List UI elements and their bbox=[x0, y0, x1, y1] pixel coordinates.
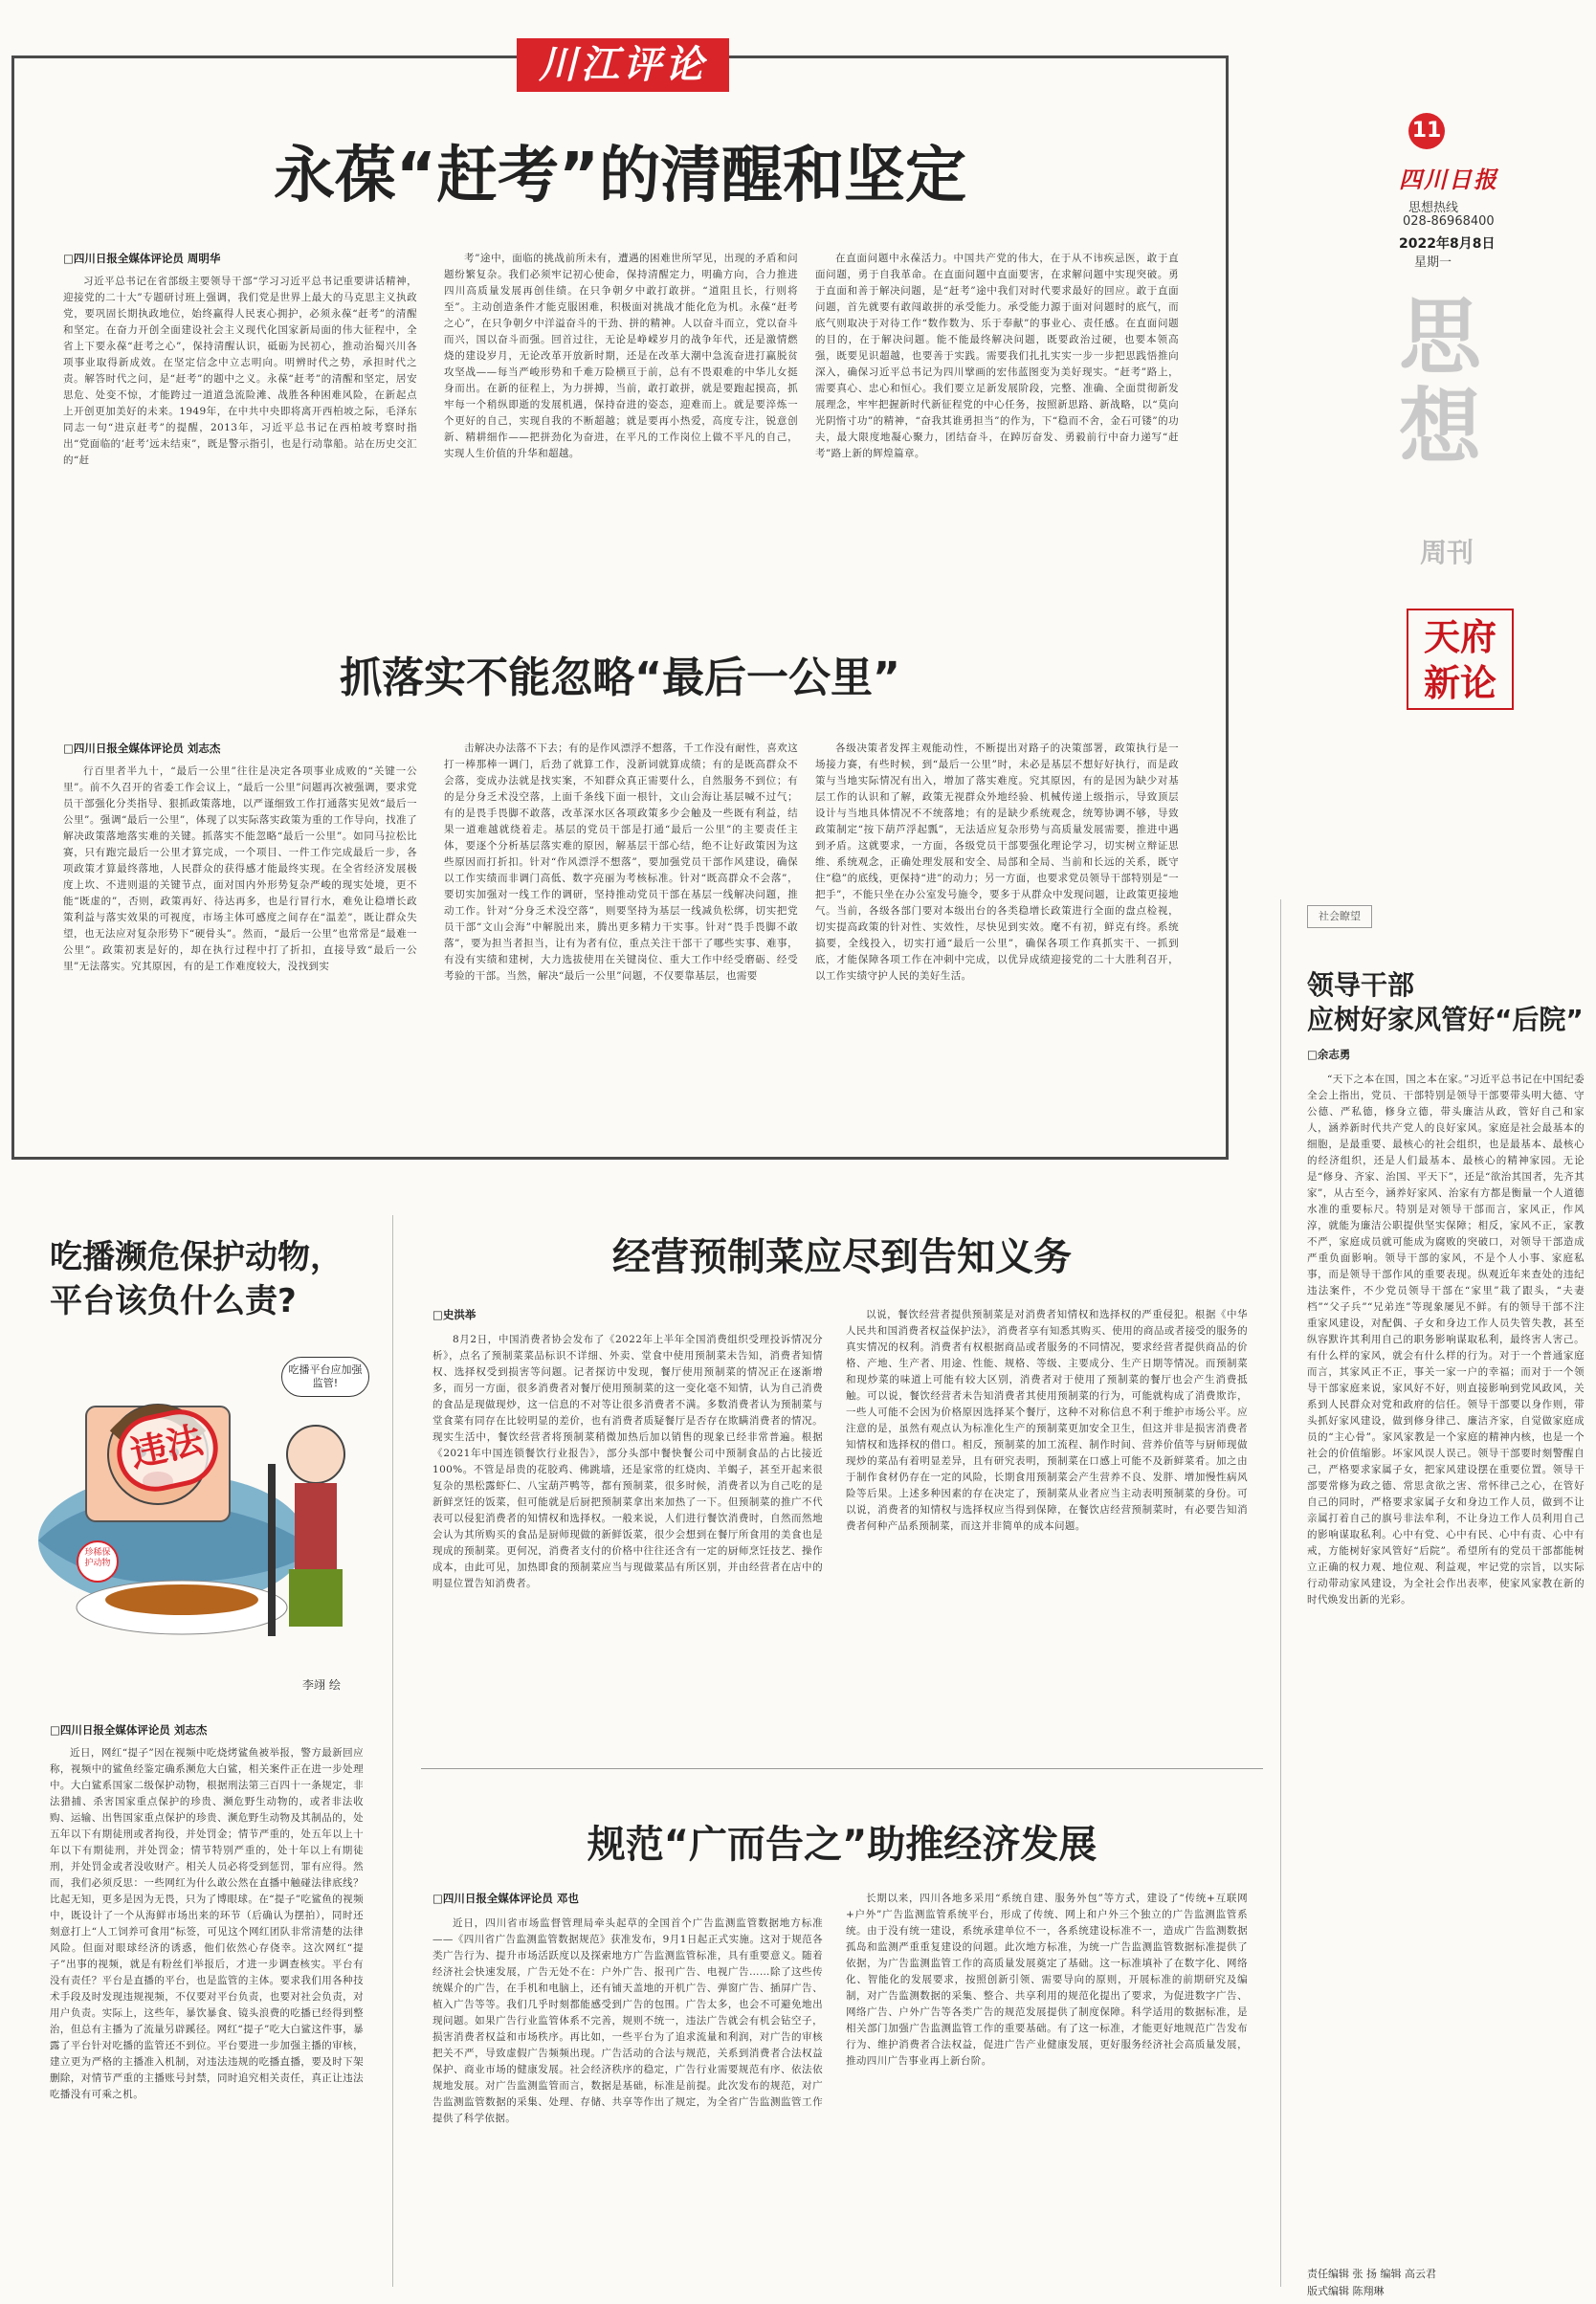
wildlife-title-line-2: 平台该负什么责? bbox=[50, 1282, 297, 1320]
sidebar-tag: 社会瞭望 bbox=[1307, 905, 1372, 928]
ads-byline: □四川日报全媒体评论员 邓也 bbox=[432, 1892, 579, 1905]
second-column-1: 行百里者半九十，“最后一公里”往往是决定各项事业成败的“关键一公里”。前不久召开的省委工作会议上，“最后一公里”问题再次被强调，要求党员干部强化分类指导、狠抓政策落地，以严谨细致工作打通落实见效“最后一公里”。强调“最后一公里”，体现了以实际落实政策为重的工作导向，找准了解决政策落地落实难的关键。抓落实不能忽略“最后一公里”。如同马拉松比赛，只有跑完最后一公里才算完成，一个项目、一件工作完成最后一步，各项政策才算最终落地，人民群众的获得感才能最终实现。在全省经济发展极度上坎、不进则退的关键节点，面对国内外形势复杂严峻的现实处境，更不能“既虚的”，否则，政策再好、待达再多，也是行冒行水，难免让稳增长政策利益与落实效果的可视度，市场主体可感度之间存在“温差”，既让群众失望，也无法应对复杂形势下“硬骨头”。然而，“最后一公里”也常常是“最难一公里”。政策初衷是好的，却在执行过程中打了折扣，直接导致“最后一公里”无法落实。究其原因，有的是工作难度较大，没找到实 bbox=[63, 765, 417, 972]
prepared-title: 经营预制菜应尽到告知义务 bbox=[612, 1235, 1072, 1279]
sidebar-byline: □余志勇 bbox=[1307, 1048, 1351, 1061]
lead-column-2: 考”途中，面临的挑战前所未有，遭遇的困难世所罕见，出现的矛盾和问题纷繁复杂。我们必须牢记初心使命，保持清醒定力，明确方向，合力推进四川高质量发展再创佳绩。在只争朝夕中敢打敢拼。“道阻且长，行则将至”。主动创造条件才能克服困难，积极面对挑战才能化危为机。永葆“赶考之心”，在只争朝夕中洋溢奋斗的干劲、拼的精神。人以奋斗而立，党以奋斗而兴，国以奋斗而强。回首过往，无论是峥嵘岁月的战争年代，还是激情燃烧的建设岁月，无论改革开放新时期，还是在改革大潮中急流奋进打赢脱贫攻坚战——每当严峻形势和千难万险横亘于前，总有不畏艰难的中华儿女挺身而出。在新的征程上，为力拼搏，当前，敢打敢拼，就是要跑起摸高，抓牢每一个稍纵即逝的发展机遇，保持奋进的姿态，迎难而上。就是要淬炼一个更好的自己，实现自我的不断超越；就是要再小热爱，高度专注，锐意创新、精耕细作——把拼劲化为奋进，在平凡的工作岗位上做不平凡的自己，实现人生价值的升华和超越。 bbox=[444, 253, 798, 459]
prepared-column-1: 8月2日，中国消费者协会发布了《2022年上半年全国消费组织受理投诉情况分析》，点名了预制菜菜品标识不详细、外卖、堂食中使用预制菜未告知，消费者知情权、选择权受到损害等问题。记者探访中发现，餐厅使用预制菜的情况正在逐渐增多，而另一方面，很多消费者对餐厅使用预制菜的这一变化毫不知情，认为自己消费的食品是现做现炒，这一信息的不对等让很多消费者不满。多数消费者认为预制菜与堂食菜有同存在比较明显的差价，也有消费者质疑餐厅是否存在欺瞒消费者的情况。现实生活中，餐饮经营者将预制菜稍微加热后加以销售的现象已经非常普遍。根据《2021年中国连锁餐饮行业报告》，部分头部中餐快餐公司中预制食品的占比接近100%。不管是昂贵的花胶鸡、佛跳墙，还是家常的红烧肉、羊蝎子，甚至开起来很复杂的黑松露虾仁、八宝葫芦鸭等，都有预制菜，很多时候，消费者以为自己吃的是新鲜烹饪的饭菜，但可能就是后厨把预制菜拿出来加热了一下。但预制菜的推广不代表可以侵犯消费者的知情权和选择权。一般来说，人们进行餐饮消费时，自然而然地会认为其所购买的食品是厨师现做的新鲜饭菜，很少会想到在餐厅所食用的美食也是现成的预制菜。更何况，消费者支付的价格中往往还含有一定的厨师烹饪技艺、操作成本，由此可见，加热即食的预制菜应当与现做菜品有所区别，并由经营者在店中的明显位置告知消费者。 bbox=[432, 1334, 823, 1589]
issue-weekday: 星期一 bbox=[1414, 255, 1452, 270]
second-column-3: 各级决策者发挥主观能动性，不断提出对路子的决策部署，政策执行是一场接力赛，有些时候，到“最后一公里”时，未必是基层不想好好执行，而是政策与当地实际情况有出入，增加了落实难度。究其原因，有的是因为缺少对基层工作的认识和了解，政策无视群众外地经验、机械传递上级指示，导致顶层设计与当地具体情况不不统落地；有的是缺少系统观念，统筹协调不够，导致政策制定“按下葫芦浮起瓢”，无法适应复杂形势与高质量发展需要，推进中遇到矛盾。这就要求，一方面，各级党员干部要强化理论学习，切实树立辩证思维、系统观念，正确处理发展和安全、局部和全局、当前和长远的关系，既守住“稳”的底线，更保持“进”的动力；另一方面，也要求党员领导干部特别是“一把手”，不能只坐在办公室发号施令，要多于从群众中发现问题，让政策更接地气。当前，各级各部门要对本级出台的各类稳增长政策进行全面的盘点检视，切实提高政策的针对性、实效性，尽快见到实效。麾不有初，鲜克有终。系统搞要，全线投入，切实打通“最后一公里”，确保各项工作真抓实干、一抓到底，才能保障各项工作在冲刺中完成，以优异成绩迎接党的二十大胜利召开，以工作实绩守护人民的美好生活。 bbox=[815, 742, 1179, 982]
ads-title: 规范“广而告之”助推经济发展 bbox=[587, 1823, 1097, 1867]
column-divider bbox=[392, 1215, 393, 2287]
ads-column-1: 近日，四川省市场监督管理局牵头起草的全国首个广告监测监管数据地方标准——《四川省广告监测监管数据规范》获准发布，9月1日起正式实施。这对于规范各类广告行为、提升市场活跃度以及探索地方广告监测监管标准，具有重要意义。随着经济社会快速发展，广告无处不在：户外广告、报刊广告、电视广告……除了这些传统媒介的广告，在手机和电脑上，还有铺天盖地的开机广告、弹窗广告、插屏广告、植入广告等等。我们几乎时刻都能感受到广告的包围。广告太多，也会不可避免地出现问题。如果广告行业监管体系不完善，规则不统一，违法广告就会有机会钻空子，损害消费者权益和市场秩序。再比如，一些平台为了追求流量和利润，对广告的审核把关不严，导致虚假广告频频出现。广告活动的合法与规范，关系到消费者合法权益保护、商业市场的健康发展。社会经济秩序的稳定，广告行业需要规范有序、依法依规地发展。对广告监测监管而言，数据是基础，标准是前提。此次发布的规范，对广告监测监管数据的采集、处理、存储、共享等作出了规定，为全省广告监测监管工作提供了科学依据。 bbox=[432, 1917, 823, 2124]
lead-byline: □四川日报全媒体评论员 周明华 bbox=[63, 252, 221, 265]
second-title: 抓落实不能忽略“最后一公里” bbox=[340, 654, 900, 702]
section-char-1: 思 bbox=[1399, 290, 1481, 386]
cartoon-speech-bubble: 吃播平台应加强监管! bbox=[281, 1357, 369, 1397]
hotline-label: 思想热线 bbox=[1408, 201, 1459, 215]
cartoon-credit: 李翊 绘 bbox=[302, 1678, 341, 1692]
paper-logo: 四川日报 bbox=[1399, 166, 1498, 193]
second-byline: □四川日报全媒体评论员 刘志杰 bbox=[63, 742, 221, 755]
layout-credits: 版式编辑 陈翔琳 bbox=[1307, 2285, 1385, 2297]
ads-column-2: 长期以来，四川各地多采用“系统自建、服务外包”等方式，建设了“传统+互联网+户外”广告监测监管系统平台，形成了传统、网上和户外三个独立的广告监测监管系统。由于没有统一建设，系统承建单位不一，各系统建设标准不一，造成广告监测数据孤岛和监测严重重复建设的问题。此次地方标准，为统一广告监测监管数据标准提供了依据，为广告监测监管工作的高质量发展奠定了基础。这一标准填补了在数字化、网络化、智能化的发展要求，按照创新引领、需要导向的原则，开展标准的前期研究及编制，对广告监测数据的采集、整合、共享利用的规范化提出了要求，为促进数字广告、网络广告、户外广告等各类广告的规范发展提供了制度保障。科学适用的数据标准，是相关部门加强广告监测监管工作的重要基础。有了这一标准，才能更好地规范广告发布行为、维护消费者合法权益，促进广告产业健康发展，更好服务经济社会高质量发展，推动四川广告事业再上新台阶。 bbox=[846, 1893, 1248, 2067]
wildlife-title-line-1: 吃播濒危保护动物， bbox=[50, 1238, 343, 1276]
sidebar-title-line-1: 领导干部 bbox=[1307, 969, 1415, 1001]
sidebar-title-line-2: 应树好家风管好“后院” bbox=[1307, 1004, 1584, 1035]
section-divider bbox=[421, 1768, 1263, 1769]
cartoon-stamp: 违法 bbox=[110, 1403, 225, 1498]
wildlife-byline: □四川日报全媒体评论员 刘志杰 bbox=[50, 1723, 208, 1737]
lead-title: 永葆“赶考”的清醒和坚定 bbox=[273, 141, 967, 211]
cartoon-badge: 珍稀保护动物 bbox=[77, 1540, 119, 1583]
cartoon-illustration bbox=[29, 1349, 392, 1665]
lead-column-3: 在直面问题中永葆活力。中国共产党的伟大，在于从不讳疾忌医，敢于直面问题，勇于自我革命。在直面问题中直面要害，在求解问题中实现突破。勇于直面和善于解决问题，是“赶考”途中我们对时代要求最好的回应。敢于直面问题，首先就要有敢闯敢拼的承受能力。承受能力源于面对问题时的底气，而底气则取决于对待工作“数作数为、乐于奉献”的事业心、责任感。在直面问题的目的，在于解决问题。能不能最终解决问题，既要政治过硬，也要本领高强，既要见识超越，也要善于实践。需要我们扎扎实实一步一步把思践悟推向深入，确保习近平总书记为四川擘画的宏伟蓝图变为美好现实。“赶考”路上，需要真心、忠心和恒心。我们要立足新发展阶段，完整、准确、全面贯彻新发展理念，牢牢把握新时代新征程党的中心任务，按照新思路、新战略，以“莫向光阴惰寸功”的精神，“奋我其谁勇担当”的作为，下“稳而不舍，金石可镂”的功夫，最大限度地凝心聚力，团结奋斗，在踔厉奋发、勇毅前行中奋力递写“赶考”路上新的辉煌篇章。 bbox=[815, 253, 1179, 459]
section-char-2: 想 bbox=[1399, 380, 1481, 476]
page-number-badge: 11 bbox=[1408, 113, 1445, 149]
column-divider bbox=[1280, 899, 1281, 2287]
lead-column-1: 习近平总书记在省部级主要领导干部“学习习近平总书记重要讲话精神，迎接党的二十大”专题研讨班上强调，我们党是世界上最大的马克思主义执政党，要巩固长期执政地位，始终赢得人民衷心拥护，必须永葆“赶考”的清醒和坚定。在奋力开创全面建设社会主义现代化国家新局面的伟大征程中，全省上下要永葆“赶考之心”，保持清醒认识，砥砺为民初心，推动治蜀兴川各项事业取得新成效。在坚定信念中立志明向。明辨时代之势，承担时代之责。解答时代之问，是“赶考”的题中之义。永葆“赶考”的清醒和坚定，居安思危、处变不惊，才能跨过一道道急流险滩、战胜各种困难风险，在新起点上开创更加美好的未来。1949年，在中共中央即将离开西柏坡之际，毛泽东同志一句“进京赶考”的提醒，2013年，习近平总书记在西柏坡考察时指出“党面临的‘赶考’远未结束”，既是警示指引，也是行动靠船。站在历史交汇的“赶 bbox=[63, 276, 417, 466]
banner-label: 川江评论 bbox=[517, 38, 729, 92]
masthead bbox=[1378, 0, 1596, 957]
prepared-column-2: 以说，餐饮经营者提供预制菜是对消费者知情权和选择权的严重侵犯。根据《中华人民共和国消费者权益保护法》，消费者享有知悉其购买、使用的商品或者接受的服务的真实情况的权利。消费者有权根据商品或者服务的不同情况，要求经营者提供商品的价格、产地、生产者、用途、性能、规格、等级、主要成分、生产日期等情况。而预制菜和现炒菜的味道上可能有较大区别，消费者对于使用了预制菜的餐厅也会产生消费抵触。可以说，餐饮经营者未告知消费者其使用预制菜的行为，可能就构成了消费欺诈，一些人可能不会因为价格原因选择某个餐厅，这种不对称信息不利于维护市场公平。应注意的是，虽然有观点认为标准化生产的预制菜更加安全卫生，但这并非是损害消费者知情权和选择权的借口。相反，预制菜的加工流程、制作时间、营养价值等与厨师现做现炒的菜品有着明显差异，且有研究表明，预制菜在口感上可能不及新鲜菜肴。加之由于制作食材仍存在一定的风险，长期食用预制菜会产生营养不良、发胖、增加慢性病风险等后果。上述多种因素的存在决定了，预制菜从业者应当主动表明预制菜的身份。可以说，消费者的知情权与选择权应当得到保障，在餐饮店经营预制菜时，有必要告知消费者何种产品系预制菜，而这并非简单的成本问题。 bbox=[846, 1309, 1248, 1532]
section-subtitle: 周刊 bbox=[1420, 537, 1474, 568]
issue-date: 2022年8月8日 bbox=[1399, 236, 1496, 252]
wildlife-body: 近日，网红“提子”因在视频中吃烧烤鲨鱼被举报，警方最新回应称，视频中的鲨鱼经鉴定确系濒危大白鲨，相关案件正在进一步处理中。大白鲨系国家二级保护动物，根据刑法第三百四十一条规定，非法猎捕、杀害国家重点保护的珍贵、濒危野生动物的，或者非法收购、运输、出售国家重点保护的珍贵、濒危野生动物及其制品的，处五年以下有期徒刑或者拘役，并处罚金；情节严重的，处五年以上十年以下有期徒刑，并处罚金；情节特别严重的，处十年以上有期徒刑，并处罚金或者没收财产。相关人员必将受到惩罚，罪有应得。然而，我们必须反思：一些网红为什么敢公然在直播中触碰法律底线？比起无知，更多是因为无畏，只为了博眼球。在“提子”吃鲨鱼的视频中，既设计了一个从海鲜市场出来的环节（后确认为摆拍），同时还刻意打上“人工饲养可食用”标签，可见这个网红团队非常清楚的法律风险。但面对眼球经济的诱惑，他们依然心存侥幸。这次网红“提子”出事的视频，就是有粉丝们举报后，才进一步调查核实。平台有没有责任？平台是直播的平台，也是监管的主体。要求我们用各种技术手段及时发现违规视频，不仅要对平台负责，也要对社会负责，对用户负责。实际上，这些年，暴饮暴食、镜头浪费的吃播已经得到整治，但总有主播为了流量另辟蹊径。网红“提子”吃大白鲨这件事，暴露了平台针对吃播的监管还不到位。平台要进一步加强主播的审核，建立更为严格的主播准入机制，对违法违规的吃播直播，要及时下架删除，对情节严重的主播账号封禁，同时追究相关责任，真正让违法吃播没有可乘之机。 bbox=[50, 1747, 364, 2100]
prepared-byline: □史洪举 bbox=[432, 1308, 477, 1321]
editor-credits: 责任编辑 张 扬 编辑 高云君 bbox=[1307, 2268, 1436, 2280]
column-logo: 天府新论 bbox=[1407, 609, 1514, 710]
second-column-2: 击解决办法落不下去；有的是作风漂浮不想落，千工作没有耐性，喜欢这打一棒那棒一调门，后劲了就算工作，没新词就算成绩；有的是既高群众不会落，变成办法就是找实案，不知群众真正需要什么，自然服务不到位；有的是分身乏术没空落，上面千条线下面一根针，文山会海让基层喊不过气；有的是畏手畏脚不敢落，改革深水区各项政策多少会触及一些既有利益，结果一道难越就绕着走。基层的党员干部是打通“最后一公里”的主要责任主体，要逐个分析基层落实难的原因，解基层干部心结，绝不让好政策因为这些原因而打折扣。针对“作风漂浮不想落”，要加强党员干部作风建设，确保以工作实绩而非调门高低、数字亮丽为考核标准。针对“既高群众不会落”，要切实加强对一线工作的调研，坚持推动党员干部在基层一线解决问题，推动工作。针对“分身乏术没空落”，则要坚持为基层一线减负松绑，切实把党员干部“文山会海”中解脱出来，腾出更多精力干实事。针对“畏手畏脚不敢落”，要为担当者担当，让有为者有位，重点关注干部干了哪些实事、难事，有没有实绩和建树，大力选拔使用在关键岗位、重大工作中经受磨砺、经受考验的干部。当然，解决“最后一公里”问题，不仅要靠基层，也需要 bbox=[444, 742, 798, 982]
sidebar-body: “天下之本在国，国之本在家。”习近平总书记在中国纪委全会上指出，党员、干部特别是领导干部要带头明大德、守公德、严私德，修身立德，带头廉洁从政，管好自己和家人，涵养新时代共产党人的良好家风。家庭是社会最基本的细胞，是最重要、最核心的社会组织，也是最基本、最核心的经济组织，还是人们最基本、最核心的精神家园。无论是“修身、齐家、治国、平天下”，还是“欲治其国者，先齐其家”，从古至今，涵养好家风、治家有方都是衡量一个人道德水准的重要标尺。特别是对领导干部而言，家风正，作风淳，就能为廉洁公职提供坚实保障；相反，家风不正，家教不严，家庭成员就可能成为腐败的突破口，对领导干部造成严重负面影响。领导干部的家风，不是个人小事、家庭私事，而是领导干部作风的重要表现。纵观近年来查处的违纪违法案件，不少党员领导干部在“家里”栽了跟头，“夫妻档”“父子兵”“兄弟连”等现象屡见不鲜。有的领导干部不注重家风建设，对配偶、子女和身边工作人员失管失教，甚至纵容默许其利用自己的职务影响谋取私利，最终害人害己。有什么样的家风，就会有什么样的行为。对于一个普通家庭而言，其家风正不正，事关一家一户的幸福；而对于一个领导干部家庭来说，家风好不好，则直接影响到党风政风，关系到人民群众对党和政府的信任。领导干部要以身作则，带头抓好家风建设，做到修身律己、廉洁齐家，自觉做家庭成员的“主心骨”。家风家教是一个家庭的精神内核，也是一个社会的价值缩影。坏家风误人误己。领导干部要时刻警醒自己，严格要求家属子女，把家风建设摆在重要位置。领导干部要常修为政之德、常思贪欲之害、常怀律己之心，在管好自己的同时，严格要求家属子女和身边工作人员，做到不让亲属打着自己的旗号非法牟利，不让身边工作人员利用自己的影响谋取私利。心中有党、心中有民、心中有责、心中有戒，方能树好家风管好“后院”。希望所有的党员干部都能树立正确的权力观、地位观、利益观，牢记党的宗旨，以实际行动带动家风建设，为全社会作出表率，使家风家教在新的时代焕发出新的光彩。 bbox=[1307, 1074, 1585, 1606]
hotline-number: 028-86968400 bbox=[1403, 214, 1495, 229]
